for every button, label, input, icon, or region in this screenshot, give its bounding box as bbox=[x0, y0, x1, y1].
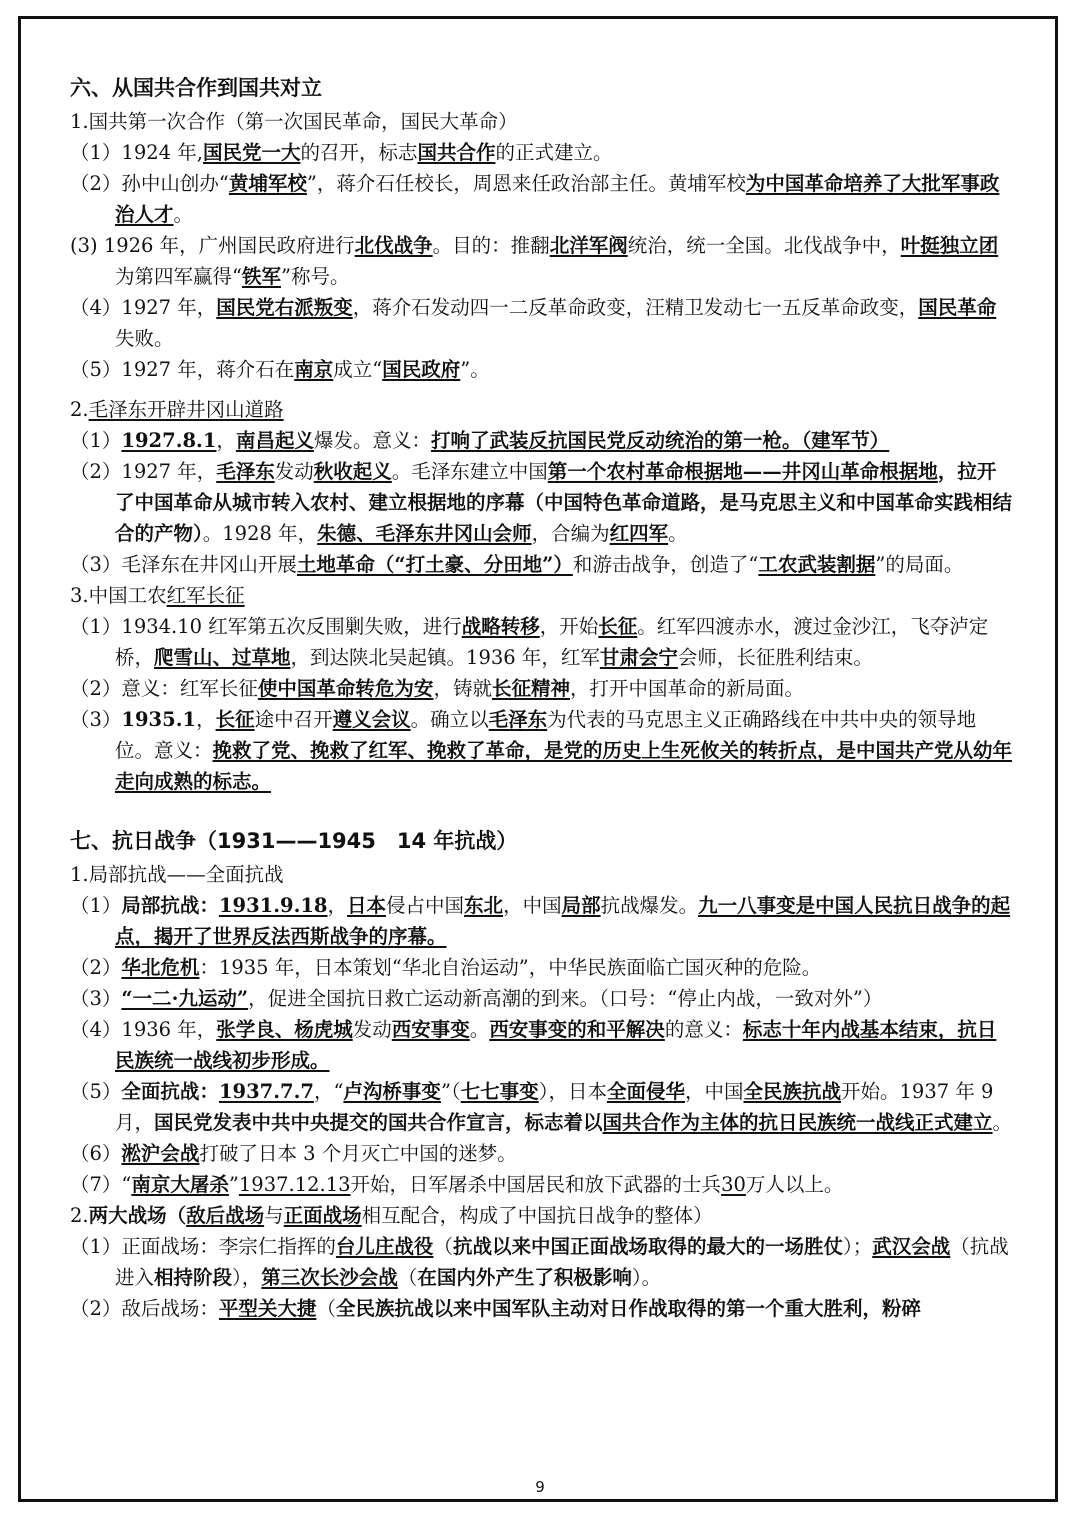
s6-sub3-item-2: （2）意义：红军长征使中国革命转危为安，铸就长征精神，打开中国革命的新局面。 bbox=[70, 677, 804, 700]
document-body bbox=[70, 70, 1014, 1324]
s6-sub1-item-2: （2）孙中山创办“黄埔军校”，蒋介石任校长，周恩来任政治部主任。黄埔军校为中国革命培养了大批军事政治人才。 bbox=[70, 172, 1000, 226]
s6-sub2-heading: 2.毛泽东开辟井冈山道路 bbox=[70, 398, 284, 421]
section-7-title: 七、抗日战争（1931——1945 14 年抗战） bbox=[70, 829, 518, 853]
s6-sub1-heading: 1.国共第一次合作（第一次国民革命，国民大革命） bbox=[70, 110, 518, 133]
s7-sub1-item-6: （6）淞沪会战打破了日本 3 个月灭亡中国的迷梦。 bbox=[70, 1142, 517, 1165]
s6-sub2-item-1: （1）1927.8.1，南昌起义爆发。意义：打响了武装反抗国民党反动统治的第一枪。（建军节） bbox=[70, 429, 890, 452]
s6-sub1-item-3: (3) 1926 年，广州国民政府进行北伐战争。目的：推翻北洋军阀统治，统一全国。北伐战争中，叶挺独立团为第四军赢得“铁军”称号。 bbox=[70, 234, 999, 288]
s7-sub1-item-2: （2）华北危机：1935 年，日本策划“华北自治运动”，中华民族面临亡国灭种的危险。 bbox=[70, 956, 822, 979]
s6-sub1-item-4: （4）1927 年，国民党右派叛变，蒋介石发动四一二反革命政变，汪精卫发动七一五反革命政变，国民革命失败。 bbox=[70, 296, 997, 350]
s7-sub1-item-7: （7）“南京大屠杀”1937.12.13开始，日军屠杀中国居民和放下武器的士兵30万人以上。 bbox=[70, 1173, 844, 1196]
page-number: 9 bbox=[535, 1478, 545, 1496]
s6-sub2-item-2: （2）1927 年，毛泽东发动秋收起义。毛泽东建立中国第一个农村革命根据地——井冈山革命根据地，拉开了中国革命从城市转入农村、建立根据地的序幕（中国特色革命道路，是马克思主义和中国革命实践相结合的产物）。1928 年，朱德、毛泽东井冈山会师，合编为红四军。 bbox=[70, 460, 1013, 545]
s7-sub1-heading: 1.局部抗战——全面抗战 bbox=[70, 863, 284, 886]
s7-sub2-heading: 2.两大战场（敌后战场与正面战场相互配合，构成了中国抗日战争的整体） bbox=[70, 1204, 713, 1227]
s7-sub2-item-1: （1）正面战场：李宗仁指挥的台儿庄战役（抗战以来中国正面战场取得的最大的一场胜仗）；武汉会战（抗战进入相持阶段），第三次长沙会战（在国内外产生了积极影响）。 bbox=[70, 1235, 1009, 1289]
s7-sub2-item-2: （2）敌后战场：平型关大捷（全民族抗战以来中国军队主动对日作战取得的第一个重大胜利，粉碎 bbox=[70, 1297, 921, 1320]
s7-sub1-item-5: （5）全面抗战：1937.7.7，“卢沟桥事变”（七七事变），日本全面侵华，中国全民族抗战开始。1937 年 9 月，国民党发表中共中央提交的国共合作宣言，标志着以国共合作为主体的抗日民族统一战线正式建立。 bbox=[70, 1080, 1013, 1134]
s7-sub1-item-3: （3）“一二·九运动”，促进全国抗日救亡运动新高潮的到来。（口号：“停止内战，一致对外”） bbox=[70, 987, 883, 1010]
s6-sub2-item-3: （3）毛泽东在井冈山开展土地革命（“打土豪、分田地”）和游击战争，创造了“工农武装割据”的局面。 bbox=[70, 553, 964, 576]
s6-sub3-heading: 3.中国工农红军长征 bbox=[70, 584, 245, 607]
s7-sub1-item-1: （1）局部抗战：1931.9.18，日本侵占中国东北，中国局部抗战爆发。九一八事变是中国人民抗日战争的起点，揭开了世界反法西斯战争的序幕。 bbox=[70, 894, 1011, 948]
s6-sub1-item-5: （5）1927 年，蒋介石在南京成立“国民政府”。 bbox=[70, 358, 490, 381]
s6-sub3-item-3: （3）1935.1，长征途中召开遵义会议。确立以毛泽东为代表的马克思主义正确路线在中共中央的领导地位。意义：挽救了党、挽救了红军、挽救了革命，是党的历史上生死攸关的转折点，是中国共产党从幼年走向成熟的标志。 bbox=[70, 708, 1013, 793]
s6-sub1-item-1: （1）1924 年,国民党一大的召开，标志国共合作的正式建立。 bbox=[70, 141, 613, 164]
section-6-title: 六、从国共合作到国共对立 bbox=[70, 76, 322, 100]
s7-sub1-item-4: （4）1936 年，张学良、杨虎城发动西安事变。西安事变的和平解决的意义：标志十年内战基本结束，抗日民族统一战线初步形成。 bbox=[70, 1018, 997, 1072]
s6-sub3-item-1: （1）1934.10 红军第五次反围剿失败，进行战略转移，开始长征。红军四渡赤水，渡过金沙江，飞夺泸定桥，爬雪山、过草地，到达陕北吴起镇。1936 年，红军甘肃会宁会师，长征胜利结束。 bbox=[70, 615, 989, 669]
